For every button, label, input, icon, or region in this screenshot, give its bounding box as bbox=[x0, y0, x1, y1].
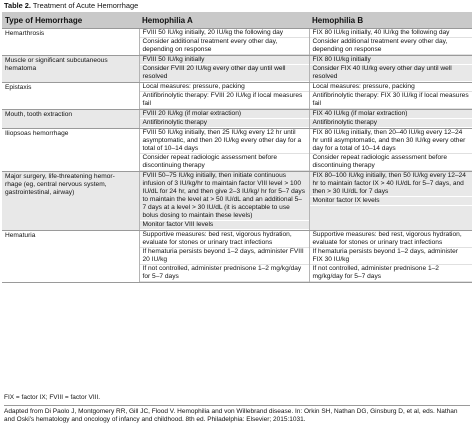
treatment-line: Consider repeat radiologic assessment before discontinuing therapy bbox=[310, 154, 473, 171]
hemophilia-b-cell bbox=[309, 129, 472, 172]
header-row bbox=[2, 12, 472, 29]
hemophilia-a-cell bbox=[139, 29, 309, 56]
hemorrhage-type-cell bbox=[2, 56, 139, 83]
hemophilia-a-cell bbox=[139, 56, 309, 83]
header-hemophilia-a: Hemophilia A bbox=[139, 12, 309, 29]
hemorrhage-type-cell bbox=[2, 110, 139, 129]
hemorrhage-type-line: Major surgery, life-threatening hemor- bbox=[5, 173, 115, 180]
table-row bbox=[2, 110, 472, 129]
hemophilia-a-cell bbox=[139, 172, 309, 231]
hemophilia-b-cell bbox=[309, 56, 472, 83]
treatment-line: Local measures: pressure, packing bbox=[140, 83, 309, 92]
hemorrhage-type-line: Hematuria bbox=[5, 232, 36, 239]
hemophilia-a-cell bbox=[139, 83, 309, 110]
hemophilia-b-cell bbox=[309, 172, 472, 231]
treatment-line: Antifibrinolytic therapy: FIX 30 IU/kg if local measures fail bbox=[310, 92, 473, 109]
table-row bbox=[2, 56, 472, 83]
treatment-line: FIX 80–100 IU/kg initially, then 50 IU/kg every 12–24 hr to maintain factor IX > 40 IU/dL for 5–7 days, and then > 30 IU/dL for 7 days bbox=[310, 172, 473, 197]
treatment-line: FVIII 50 IU/kg initially bbox=[140, 56, 309, 65]
table-row bbox=[2, 83, 472, 110]
treatment-line: FIX 80 IU/kg initially, 40 IU/kg the following day bbox=[310, 29, 473, 38]
treatment-line: Consider FIX 40 IU/kg every other day until well resolved bbox=[310, 65, 473, 82]
hemophilia-b-cell bbox=[309, 29, 472, 56]
hemorrhage-type-cell bbox=[2, 29, 139, 56]
treatment-line: FVIII 50 IU/kg initially, then 25 IU/kg every 12 hr until asymptomatic, and then 20 IU/kg every other day for a total of 10–14 days bbox=[140, 129, 309, 154]
treatment-line: If hematuria persists beyond 1–2 days, administer FIX 30 IU/kg bbox=[310, 248, 473, 265]
table-row bbox=[2, 29, 472, 56]
hemorrhage-type-line: rhage (eg, central nervous system, bbox=[5, 181, 107, 188]
hemorrhage-type-cell bbox=[2, 231, 139, 283]
hemorrhage-type-line: Hemarthrosis bbox=[5, 30, 45, 37]
treatment-line: FIX 40 IU/kg (if molar extraction) bbox=[310, 110, 473, 119]
treatment-line: FVIII 50 IU/kg initially, 20 IU/kg the following day bbox=[140, 29, 309, 38]
hemophilia-b-cell bbox=[309, 231, 472, 283]
treatment-line: Consider additional treatment every other day, depending on response bbox=[140, 38, 309, 55]
treatment-line: FVIII 20 IU/kg (if molar extraction) bbox=[140, 110, 309, 119]
abbreviation-footnote: FIX = factor IX; FVIII = factor VIII. bbox=[4, 394, 101, 401]
treatment-line: Local measures: pressure, packing bbox=[310, 83, 473, 92]
treatment-line: Consider additional treatment every other day, depending on response bbox=[310, 38, 473, 55]
table-body bbox=[2, 29, 472, 283]
treatment-line: FVIII 50–75 IU/kg initially, then initiate continuous infusion of 3 IU/kg/hr to maintain factor VIII level > 100 IU/dL for 24 hr, and then give 2–3 IU/kg/ hr for 5–7 days to maintain the level at > 50 IU/dL and an additional 5–7 days at a level > 30 IU/dL (it is acceptable to use bolus dosing to maintain these levels) bbox=[140, 172, 309, 221]
treatment-line: Supportive measures: bed rest, vigorous hydration, evaluate for stones or urinary tract infections bbox=[140, 231, 309, 248]
treatment-line: FIX 80 IU/kg initially, then 20–40 IU/kg every 12–24 hr until asymptomatic, and then 30 IU/kg every other day for a total of 10–14 days bbox=[310, 129, 473, 154]
treatment-line: Consider FVIII 20 IU/kg every other day until well resolved bbox=[140, 65, 309, 82]
source-footnote: Adapted from Di Paolo J, Montgomery RR, Gill JC, Flood V. Hemophilia and von Willebrand disease. In: Orkin SH, Nathan DG, Ginsburg D, et al, eds. Nathan and Oski's hematology and oncology of infancy and childhood. 8th ed. Philadelphia: Elsevier; 2015:1031. bbox=[4, 405, 470, 424]
treatment-line: Antifibrinolytic therapy bbox=[310, 119, 473, 128]
hemophilia-b-cell bbox=[309, 83, 472, 110]
hemorrhage-type-cell bbox=[2, 83, 139, 110]
treatment-line: Monitor factor IX levels bbox=[310, 197, 473, 206]
hemorrhage-type-line: Epistaxis bbox=[5, 84, 32, 91]
table-number: Table 2. bbox=[4, 1, 31, 10]
table-title: Treatment of Acute Hemorrhage bbox=[32, 1, 139, 10]
table-row bbox=[2, 129, 472, 172]
hemophilia-b-cell bbox=[309, 110, 472, 129]
treatment-line: Monitor factor VIII levels bbox=[140, 221, 309, 230]
hemorrhage-type-line: Muscle or significant subcutaneous bbox=[5, 57, 108, 64]
hemorrhage-type-cell bbox=[2, 172, 139, 231]
table-row bbox=[2, 231, 472, 283]
hemorrhage-type-cell bbox=[2, 129, 139, 172]
treatment-line: Supportive measures: bed rest, vigorous hydration, evaluate for stones or urinary tract infections bbox=[310, 231, 473, 248]
hemophilia-a-cell bbox=[139, 231, 309, 283]
hemorrhage-type-line: Mouth, tooth extraction bbox=[5, 111, 73, 118]
hemorrhage-type-line: hematoma bbox=[5, 65, 37, 72]
table-caption bbox=[4, 1, 138, 11]
treatment-line: If not controlled, administer prednisone 1–2 mg/kg/day for 5–7 days bbox=[310, 265, 473, 282]
treatment-line: Consider repeat radiologic assessment before discontinuing therapy bbox=[140, 154, 309, 171]
treatment-line: If hematuria persists beyond 1–2 days, administer FVIII 20 IU/kg bbox=[140, 248, 309, 265]
treatment-line: Antifibrinolytic therapy bbox=[140, 119, 309, 128]
treatment-line: FIX 80 IU/kg initially bbox=[310, 56, 473, 65]
treatment-line: If not controlled, administer prednisone 1–2 mg/kg/day for 5–7 days bbox=[140, 265, 309, 282]
treatment-table bbox=[2, 12, 472, 283]
hemorrhage-type-line: gastrointestinal, airway) bbox=[5, 189, 75, 196]
hemophilia-a-cell bbox=[139, 129, 309, 172]
treatment-line: Antifibrinolytic therapy: FVIII 20 IU/kg if local measures fail bbox=[140, 92, 309, 109]
hemorrhage-type-line: Iliopsoas hemorrhage bbox=[5, 130, 69, 137]
header-type: Type of Hemorrhage bbox=[2, 12, 139, 29]
hemophilia-a-cell bbox=[139, 110, 309, 129]
header-hemophilia-b: Hemophilia B bbox=[309, 12, 472, 29]
table-row bbox=[2, 172, 472, 231]
